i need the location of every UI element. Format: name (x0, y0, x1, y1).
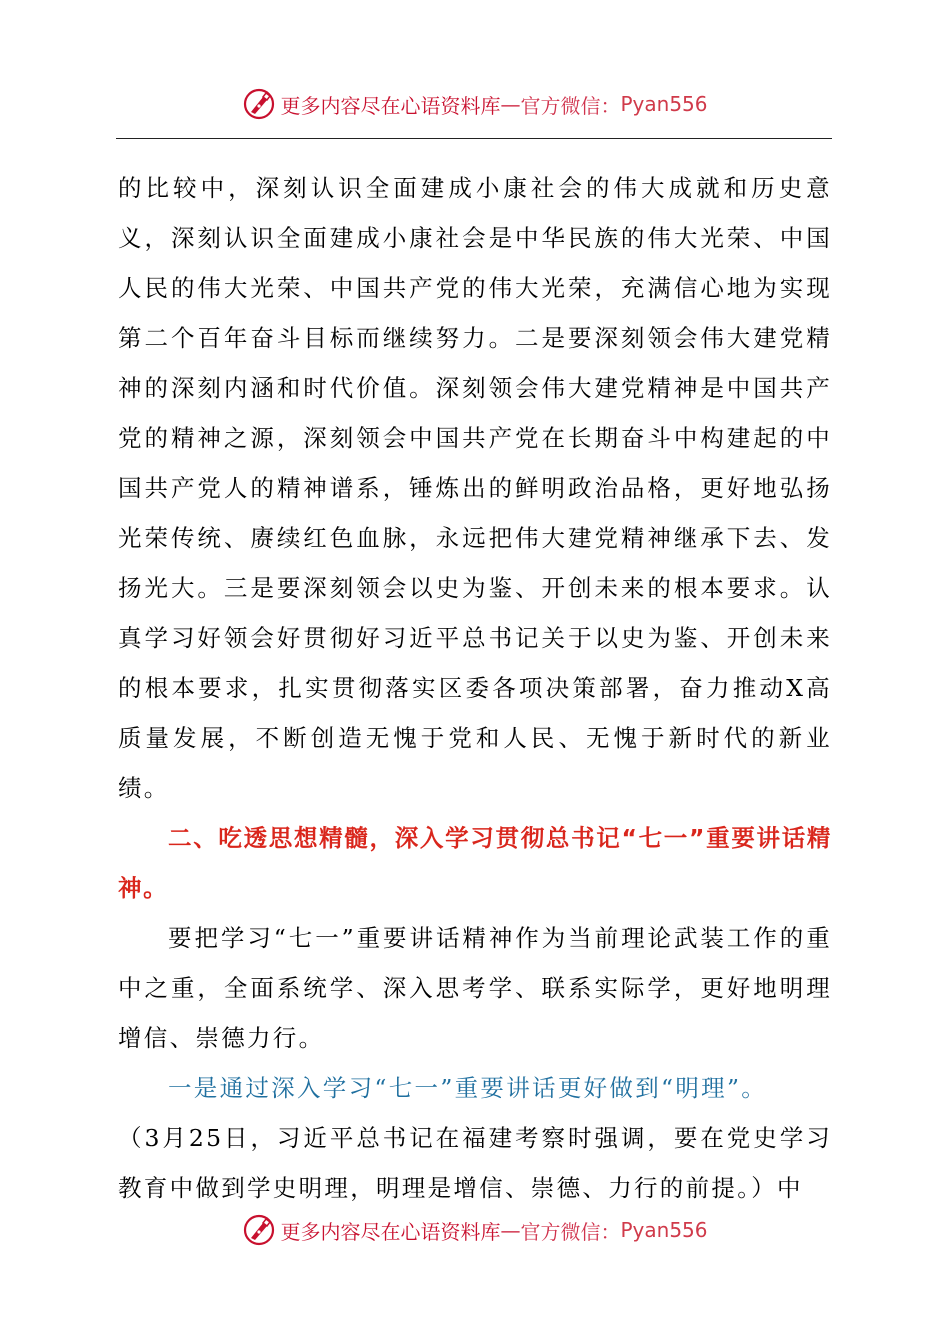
wechat-label: 官方微信： (520, 1219, 621, 1244)
wechat-label: 官方微信： (520, 93, 621, 118)
footer-watermark (0, 1210, 950, 1250)
wechat-id: Pyan556 (620, 1218, 708, 1242)
pen-nib-icon (242, 87, 276, 121)
sub-heading: 一是通过深入学习“七一”重要讲话更好做到“明理”。 (168, 1074, 768, 1102)
pen-nib-icon (242, 1213, 276, 1247)
body-paragraph: 要把学习“七一”重要讲话精神作为当前理论武装工作的重中之重，全面系统学、深入思考学、联系实际学，更好地明理增信、崇德力行。 (118, 924, 832, 1052)
body-paragraph: 的比较中，深刻认识全面建成小康社会的伟大成就和历史意义，深刻认识全面建成小康社会是中华民族的伟大光荣、中国人民的伟大光荣、中国共产党的伟大光荣，充满信心地为实现第二个百年奋斗目标而继续努力。二是要深刻领会伟大建党精神的深刻内涵和时代价值。深刻领会伟大建党精神是中国共产党的精神之源，深刻领会中国共产党在长期奋斗中构建起的中国共产党人的精神谱系，锤炼出的鲜明政治品格，更好地弘扬光荣传统、赓续红色血脉，永远把伟大建党精神继承下去、发扬光大。三是要深刻领会以史为鉴、开创未来的根本要求。认真学习好领会好贯彻好习近平总书记关于以史为鉴、开创未来的根本要求，扎实贯彻落实区委各项决策部署，奋力推动X高质量发展，不断创造无愧于党和人民、无愧于新时代的新业绩。 (118, 174, 832, 802)
watermark-text: 更多内容尽在心语资料库 (280, 1219, 501, 1244)
wechat-id: Pyan556 (620, 92, 708, 116)
section-heading: 二、吃透思想精髓，深入学习贯彻总书记“七一”重要讲话精神。 (118, 824, 832, 902)
header-watermark (0, 84, 950, 124)
body-paragraph: （3月25日，习近平总书记在福建考察时强调，要在党史学习教育中做到学史明理，明理是增信、崇德、力行的前提。）中 (118, 1124, 832, 1202)
header-divider (116, 138, 832, 139)
document-body (118, 163, 832, 1213)
watermark-text: 更多内容尽在心语资料库 (280, 93, 501, 118)
watermark-dash: — (500, 1218, 521, 1242)
watermark-dash: — (500, 92, 521, 116)
